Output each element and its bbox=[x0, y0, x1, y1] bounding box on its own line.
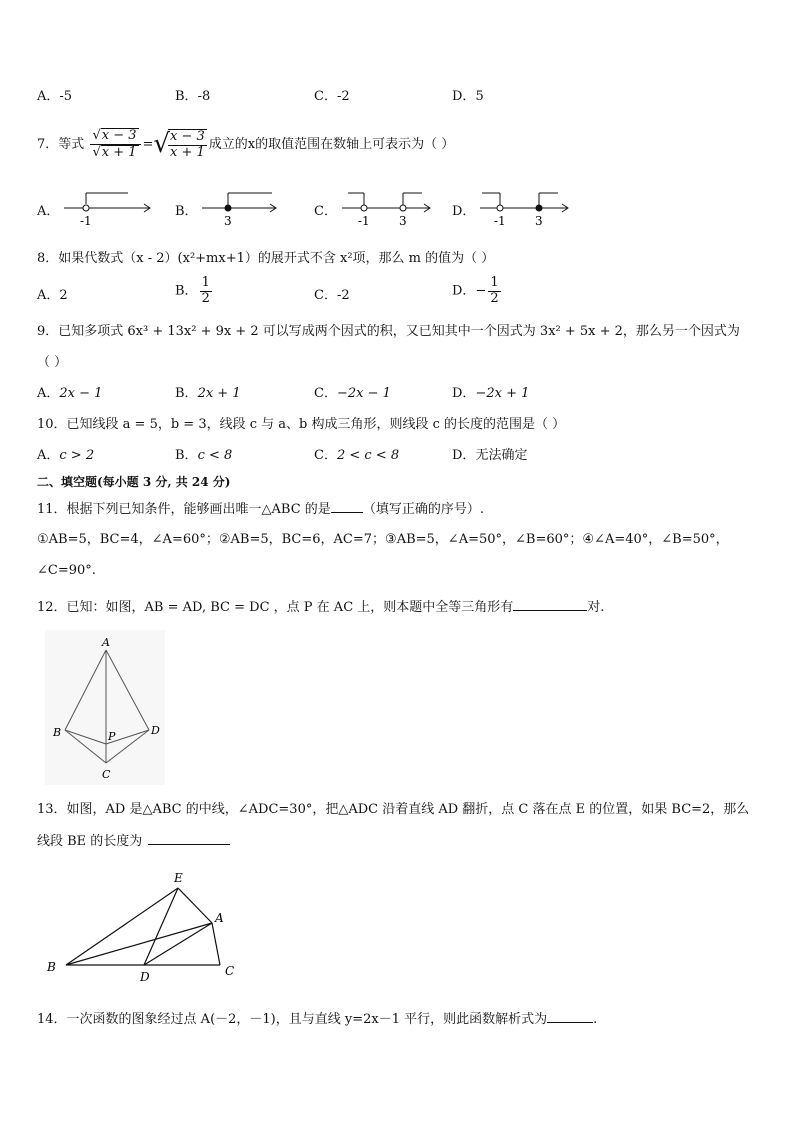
q8-option-b: B． $\frac{1}{2}$ bbox=[175, 275, 210, 306]
q7-option-c-numberline bbox=[340, 188, 435, 230]
q7b-tick-3: 3 bbox=[224, 214, 232, 228]
q12-label-d: D bbox=[151, 724, 160, 737]
q12-stem: 12．已知：如图，AB = AD, BC = DC ，点 P 在 AC 上，则本题中全等三角形有 对. bbox=[37, 600, 605, 615]
q10-stem: 10．已知线段 a = 5，b = 3，线段 c 与 a、b 构成三角形，则线段 c 的长度的范围是（ ） bbox=[37, 417, 566, 432]
q14-stem: 14．一次函数的图象经过点 A(－2，－1)，且与直线 y=2x－1 平行，则此函数解析式为 . bbox=[37, 1012, 598, 1027]
q10-option-a: A．c > 2 bbox=[37, 448, 95, 463]
q7-option-b-numberline bbox=[200, 188, 285, 230]
q14-blank[interactable] bbox=[547, 1012, 593, 1023]
q7c-tick-1: -1 bbox=[358, 214, 370, 228]
q13-label-d: D bbox=[140, 970, 150, 983]
q7a-tick-1: -1 bbox=[80, 214, 92, 228]
q12-label-b: B bbox=[53, 726, 62, 739]
q7d-tick-3: 3 bbox=[535, 214, 543, 228]
q9-option-c: C．−2x − 1 bbox=[314, 386, 391, 401]
q9-stem: 9．已知多项式 6x³ + 13x² + 9x + 2 可以写成两个因式的积，又已知其中一个因式为 3x² + 5x + 2，那么另一个因式为 bbox=[37, 324, 740, 339]
q9-option-b: B．2x + 1 bbox=[175, 386, 241, 401]
q8-option-d: D．− $\frac{1}{2}$ bbox=[452, 275, 499, 306]
q11-stem: 11．根据下列已知条件，能够画出唯一△ABC 的是 （填写正确的序号）. bbox=[37, 502, 484, 517]
q10-option-d: D．无法确定 bbox=[452, 448, 528, 463]
q13-blank[interactable] bbox=[148, 834, 230, 845]
q11-blank[interactable] bbox=[331, 502, 363, 513]
q13-label-c: C bbox=[225, 964, 235, 978]
q13-figure bbox=[40, 868, 250, 983]
q7-option-c-label: C． bbox=[314, 204, 337, 219]
q12-figure bbox=[45, 630, 165, 785]
q7-stem: 7．等式 $\frac{√x - 3}{√x + 1}$ =√ $\frac{x - 3}{x + 1}$ 成立的x的取值范围在数轴上可表示为（ ） bbox=[37, 128, 455, 161]
q11-conditions: ①AB=5，BC=4，∠A=60°；②AB=5，BC=6，AC=7；③AB=5，∠A=50°，∠B=60°；④∠A=40°，∠B=50°， bbox=[37, 532, 729, 547]
q9-option-a: A．2x − 1 bbox=[37, 386, 103, 401]
q8-option-c: C．-2 bbox=[314, 288, 350, 303]
section-title: 二、填空题(每小题 3 分, 共 24 分) bbox=[37, 475, 231, 489]
q7-option-a-label: A． bbox=[37, 204, 60, 219]
q10-option-c: C．2 < c < 8 bbox=[314, 448, 400, 463]
q12-label-a: A bbox=[102, 636, 110, 649]
q9-option-d: D．−2x + 1 bbox=[452, 386, 530, 401]
q6-option-a: A．-5 bbox=[37, 89, 73, 104]
q8-option-a: A．2 bbox=[37, 288, 68, 303]
q9-paren: （ ） bbox=[37, 355, 68, 370]
q6-option-c: C．-2 bbox=[314, 89, 350, 104]
q11-conditions-cont: ∠C=90°. bbox=[37, 563, 96, 578]
q13-label-e: E bbox=[174, 871, 183, 885]
q7-option-b-label: B． bbox=[175, 204, 198, 219]
q6-option-b: B．-8 bbox=[175, 89, 211, 104]
q7-option-d-numberline bbox=[478, 188, 573, 230]
q7-option-d-label: D． bbox=[452, 204, 476, 219]
q12-label-p: P bbox=[108, 730, 116, 743]
q13-label-a: A bbox=[215, 911, 224, 925]
q6-option-d: D．5 bbox=[452, 89, 484, 104]
q7-right-fraction: $\frac{x - 3}{x + 1}$ bbox=[169, 128, 205, 160]
q13-label-b: B bbox=[47, 960, 56, 974]
q12-blank[interactable] bbox=[513, 600, 587, 611]
q7d-tick-1: -1 bbox=[494, 214, 506, 228]
q10-option-b: B．c < 8 bbox=[175, 448, 233, 463]
q8-stem: 8．如果代数式（x - 2）(x²+mx+1）的展开式不含 x²项，那么 m 的值为（ ） bbox=[37, 251, 495, 266]
q12-label-c: C bbox=[102, 768, 111, 781]
q13-stem-cont: 线段 BE 的长度为 bbox=[37, 834, 230, 848]
q13-stem: 13．如图，AD 是△ABC 的中线，∠ADC=30°，把△ADC 沿着直线 AD 翻折，点 C 落在点 E 的位置，如果 BC=2，那么 bbox=[37, 802, 750, 817]
q7c-tick-3: 3 bbox=[399, 214, 407, 228]
q7-option-a-numberline bbox=[62, 188, 157, 230]
q7-left-fraction: $\frac{√x - 3}{√x + 1}$ bbox=[90, 128, 140, 162]
